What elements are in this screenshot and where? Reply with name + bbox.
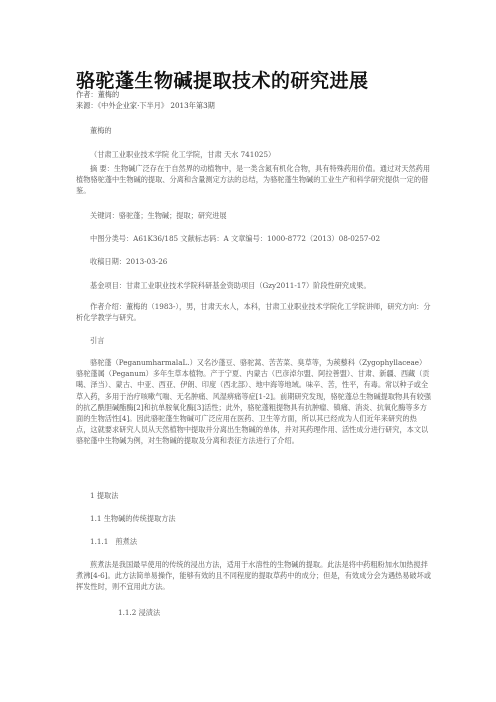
section-heading-1: 1 提取法 — [90, 491, 119, 500]
author-name: 董梅的 — [90, 126, 112, 135]
author-bio: 作者介绍：董梅的（1983-），男，甘肃天水人，本科，甘肃工业职业技术学院化工学院讲师，研究方向：分析化学教学与研究。 — [76, 302, 431, 323]
section-heading-1-1-1: 1.1.1 煎煮法 — [90, 537, 138, 546]
received-date: 收稿日期：2013-03-26 — [90, 257, 168, 266]
abstract: 摘 要：生物碱广泛存在于自然界的动植物中，是一类含氮有机化合物，具有特殊药用价值。通过对天然药用植物骆驼蓬中生物碱的提取、分离和含量测定方法的总结，为骆驼蓬生物碱的工业生产和科学研究提供一定的借鉴。 — [76, 164, 431, 196]
classification: 中图分类号：A61K36/185 文献标志码：A 文章编号：1000-8772（2013）08-0257-02 — [90, 234, 381, 243]
intro-heading: 引言 — [90, 336, 105, 345]
affiliation: （甘肃工业职业技术学院 化工学院，甘肃 天水 741025） — [90, 150, 276, 159]
section-1-1-1-text: 煎煮法是我国最早使用的传统的浸出方法，适用于水溶性的生物碱的提取。此法是将中药粗粉加水加热搅拌煮沸[4-6]。此方法简单易操作，能够有效的且不同程度的提取草药中的成分；但是，有效成分会为遇热易破坏或挥发性时，则不宜用此方法。 — [76, 560, 432, 592]
intro-paragraph: 骆驼蓬（PeganumharmalaL.）又名沙蓬豆、骆驼蒿、苦苦菜、臭草等，为蒺藜科（Zygophyllaceae）骆驼蓬属（Peganum）多年生草本植物。产于宁夏、内蒙古（巴彦淖尔盟、阿拉善盟）、甘肃、新疆、西藏（贡噶、泽当）、蒙古、中亚、西亚、伊朗、印度（西北部）、地中海等地域。味辛、苦，性平，有毒。常以种子或全草入药，多用于治疗咳嗽气喘、无名肿痛、风湿痹痛等症[1-2]。前期研究发现，骆驼蓬总生物碱提取物具有较强的抗乙酰胆碱酯酶[2]和抗单胺氧化酶[3]活性；此外，骆驼蓬粗提物具有抗肿瘤、镇痛、消炎、抗氧化酶等多方面的生物活性[4]。因此骆驼蓬生物碱可广泛应用在医药、卫生等方面，所以其已经成为人们近年来研究的热点，这就要求研究人员从天然植物中提取并分离出生物碱的单体，并对其药理作用、活性成分进行研究，本文以骆驼蓬中生物碱为例，对生物碱的提取及分离和表征方法进行了介绍。 — [76, 358, 432, 446]
section-heading-1-1: 1.1 生物碱的传统提取方法 — [90, 514, 176, 523]
source-line: 来源：《中外企业家·下半月》 2013年第3期 — [76, 101, 215, 110]
section-heading-1-1-2: 1.1.2 浸渍法 — [118, 608, 161, 617]
article-title: 骆驼蓬生物碱提取技术的研究进展 — [76, 70, 369, 92]
keywords: 关键词：骆驼蓬；生物碱；提取；研究进展 — [90, 211, 227, 220]
author-line: 作者：董梅的 — [76, 90, 120, 99]
fund-info: 基金项目：甘肃工业职业技术学院科研基金资助项目（Gzy2011-17）阶段性研究成果。 — [90, 281, 371, 290]
